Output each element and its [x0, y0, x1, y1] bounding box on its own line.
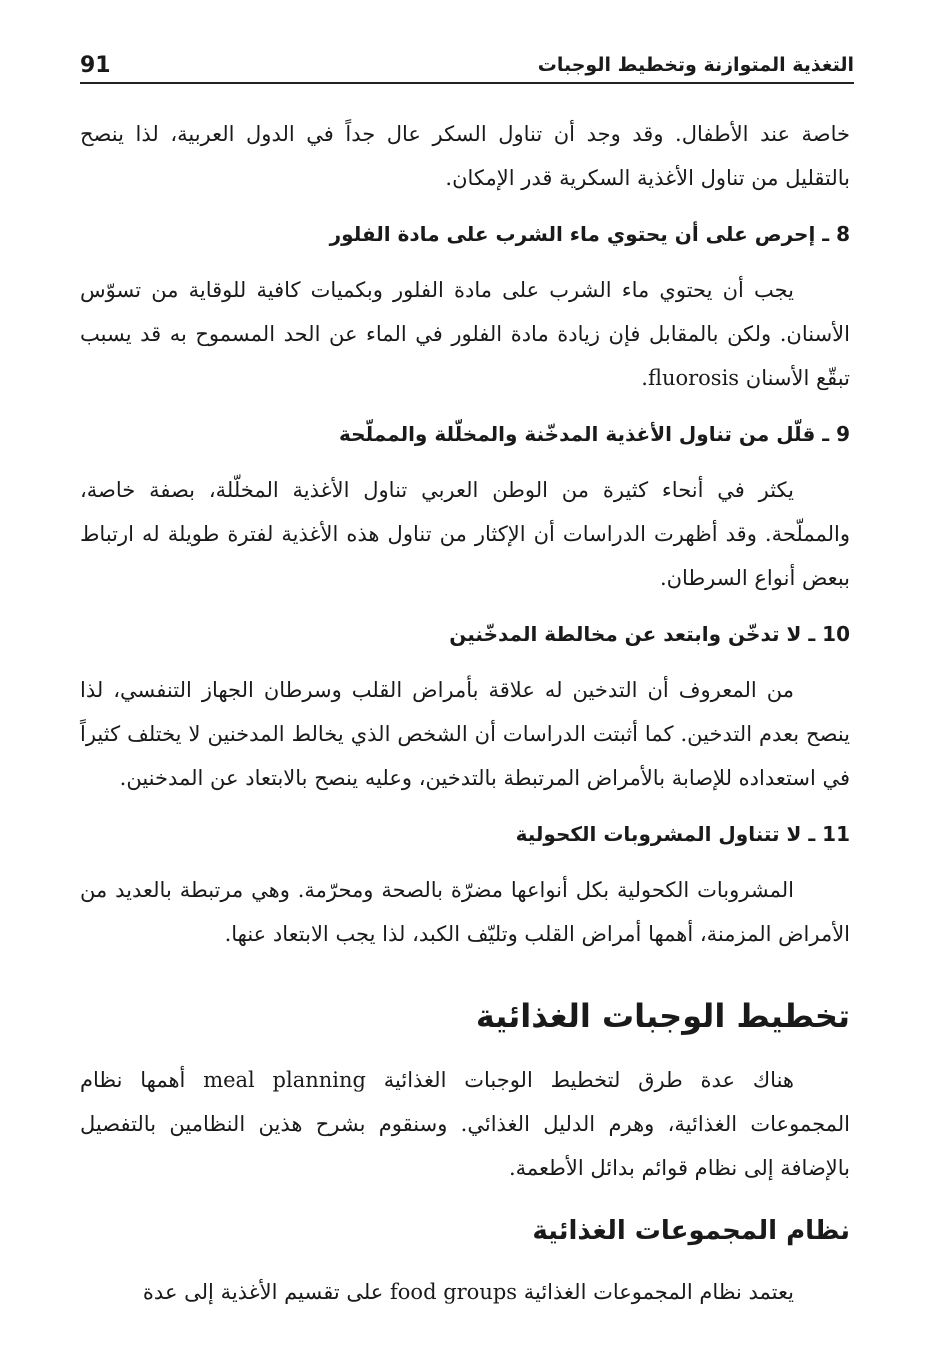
heading-item-9-text: ـ قلّل من تناول الأغذية المدخّنة والمخلّلة والمملّحة [339, 422, 837, 446]
heading-item-8-number: 8 [836, 222, 850, 246]
paragraph-smoking: من المعروف أن التدخين له علاقة بأمراض القلب وسرطان الجهاز التنفسي، لذا ينصح بعدم التدخين. كما أثبتت الدراسات أن الشخص الذي يخالط المدخنين لا يختلف كثيراً في استعداده للإصابة بالأمراض المرتبطة بالتدخين، وعليه ينصح بالابتعاد عن المدخنين. [80, 678, 850, 790]
section-title-meal-planning: تخطيط الوجبات الغذائية [475, 997, 850, 1035]
paragraph-pickled-foods: يكثر في أنحاء كثيرة من الوطن العربي تناول الأغذية المخلّلة، بصفة خاصة، والمملّحة. وقد أظهرت الدراسات أن الإكثار من تناول هذه الأغذية لفترة طويلة له ارتباط ببعض أنواع السرطان. [80, 478, 850, 590]
page-body [80, 112, 850, 1314]
heading-item-11-number: 11 [822, 822, 850, 846]
subsection-title-food-groups: نظام المجموعات الغذائية [532, 1216, 850, 1246]
heading-item-11 [80, 814, 850, 854]
heading-item-10-text: ـ لا تدخّن وابتعد عن مخالطة المدخّنين [449, 622, 823, 646]
paragraph-alcohol: المشروبات الكحولية بكل أنواعها مضرّة بالصحة ومحرّمة. وهي مرتبطة بالعديد من الأمراض المزمنة، أهمها أمراض القلب وتليّف الكبد، لذا يجب الابتعاد عنها. [80, 878, 850, 946]
heading-item-10 [80, 614, 850, 654]
heading-item-8-text: ـ إحرص على أن يحتوي ماء الشرب على مادة الفلور [329, 222, 837, 246]
heading-item-10-number: 10 [822, 622, 850, 646]
heading-item-9 [80, 414, 850, 454]
heading-item-11-text: ـ لا تتناول المشروبات الكحولية [515, 822, 823, 846]
paragraph-food-groups: يعتمد نظام المجموعات الغذائية food groups على تقسيم الأغذية إلى عدة [142, 1280, 794, 1304]
paragraph-meal-planning: هناك عدة طرق لتخطيط الوجبات الغذائية meal planning أهمها نظام المجموعات الغذائية، وهرم الدليل الغذائي. وسنقوم بشرح هذين النظامين بالتفصيل بالإضافة إلى نظام قوائم بدائل الأطعمة. [80, 1068, 850, 1180]
running-header-title: التغذية المتوازنة وتخطيط الوجبات [537, 54, 854, 76]
paragraph-sugar-continuation: خاصة عند الأطفال. وقد وجد أن تناول السكر عال جداً في الدول العربية، لذا ينصح بالتقليل من تناول الأغذية السكرية قدر الإمكان. [80, 122, 850, 190]
paragraph-fluoride: يجب أن يحتوي ماء الشرب على مادة الفلور وبكميات كافية للوقاية من تسوّس الأسنان. ولكن بالمقابل فإن زيادة مادة الفلور في الماء عن الحد المسموح به قد يسبب تبقّع الأسنان fluorosis. [80, 278, 850, 390]
heading-item-9-number: 9 [836, 422, 850, 446]
page-number: 91 [80, 53, 111, 78]
running-header [80, 44, 854, 84]
heading-item-8 [80, 214, 850, 254]
